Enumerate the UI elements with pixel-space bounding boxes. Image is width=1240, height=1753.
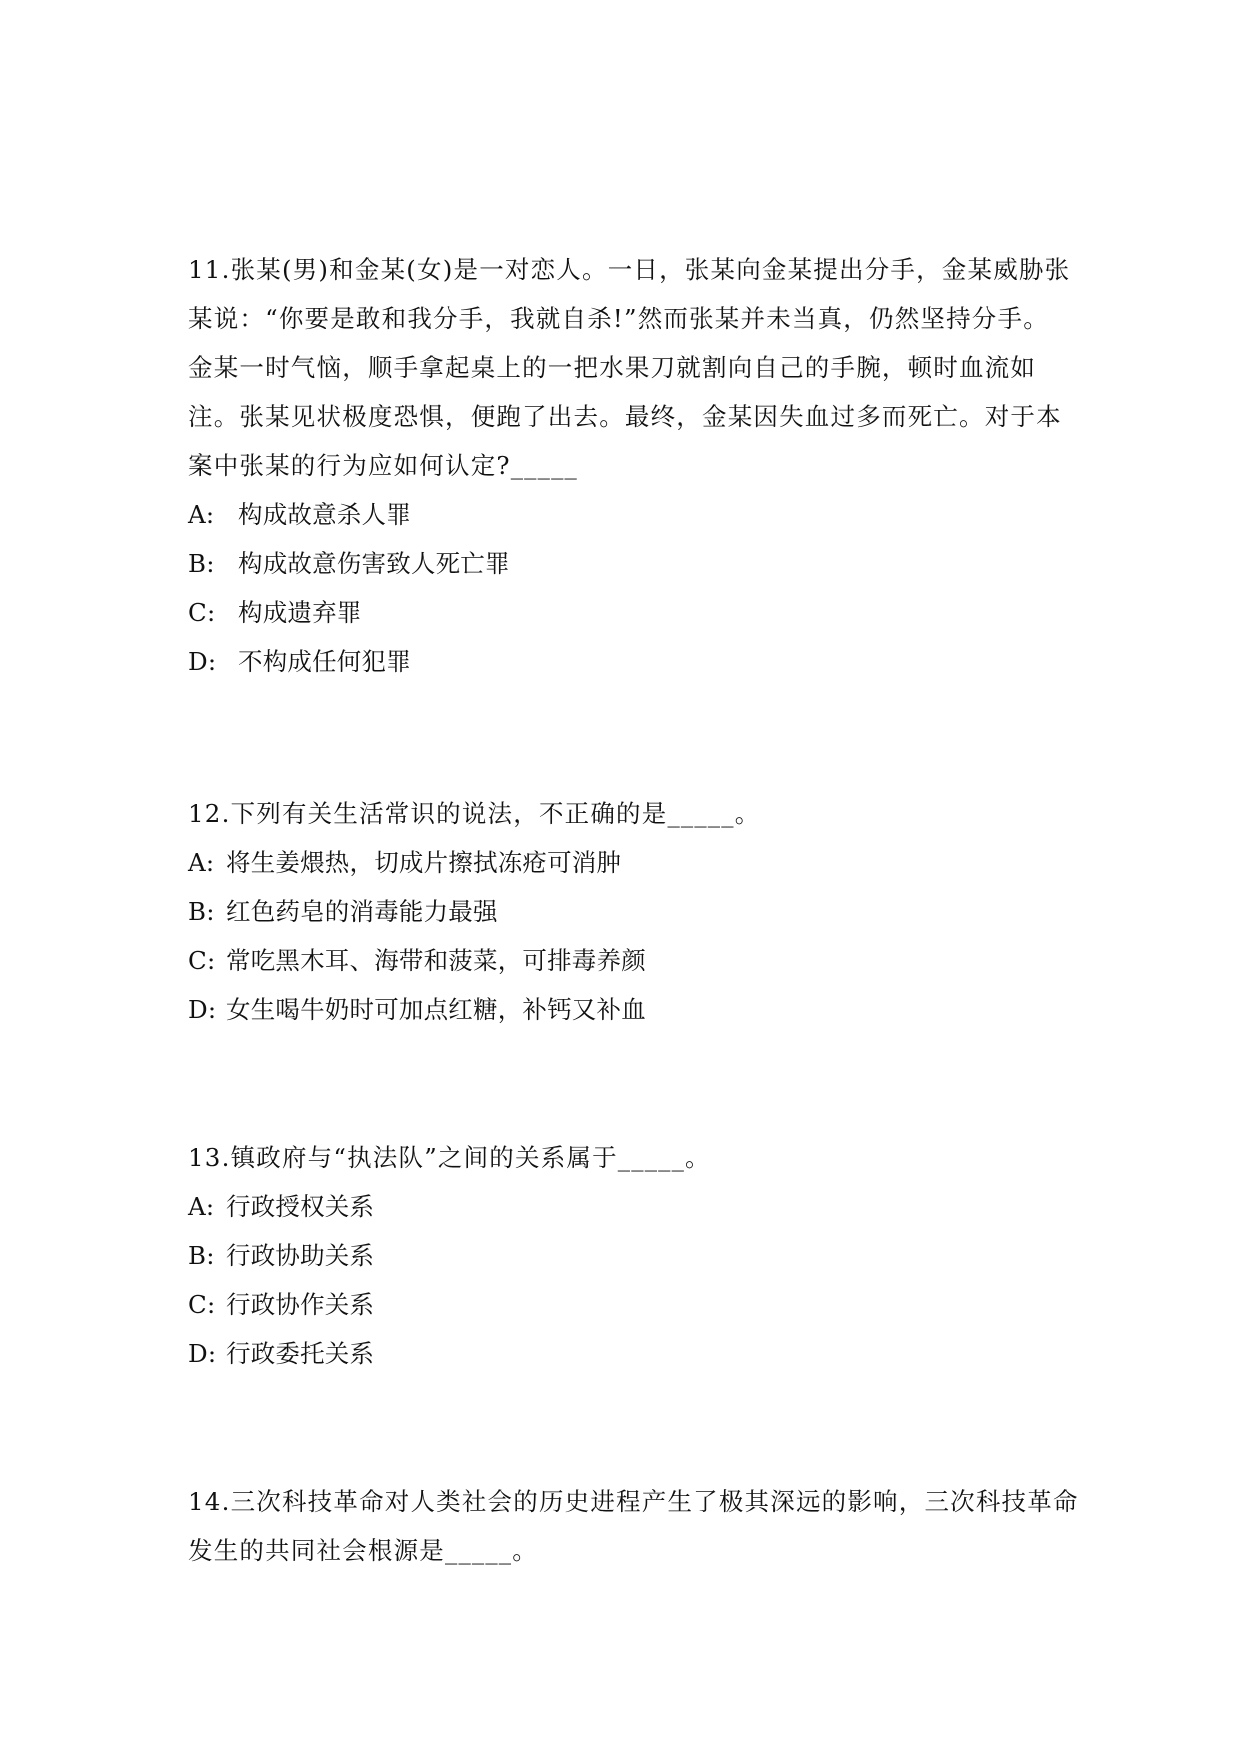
question-12-option-b — [188, 895, 498, 929]
option-text: 红色药皂的消毒能力最强 — [226, 897, 498, 926]
option-letter: D: — [188, 995, 217, 1024]
question-11-option-d — [188, 645, 411, 679]
option-text: 构成故意伤害致人死亡罪 — [238, 549, 510, 578]
option-text: 将生姜煨热，切成片擦拭冻疮可消肿 — [226, 848, 622, 877]
question-13-stem-line-1: 13.镇政府与“执法队”之间的关系属于_____。 — [188, 1143, 711, 1172]
question-14-stem-line-2: 发生的共同社会根源是_____。 — [188, 1536, 538, 1565]
option-text: 不构成任何犯罪 — [238, 647, 411, 676]
option-text: 行政委托关系 — [226, 1339, 375, 1368]
question-13-option-c — [188, 1288, 374, 1322]
question-12-option-a — [188, 846, 621, 880]
question-12-option-c — [188, 944, 646, 978]
question-11-stem-line-1: 11.张某(男)和金某(女)是一对恋人。一日，张某向金某提出分手，金某威胁张 — [188, 255, 1071, 284]
question-11-option-c — [188, 596, 362, 630]
option-letter: D: — [188, 1339, 217, 1368]
option-letter: A: — [188, 1192, 215, 1221]
question-12-option-d — [188, 993, 646, 1027]
option-letter: B: — [188, 1241, 215, 1270]
option-text: 构成故意杀人罪 — [238, 500, 411, 529]
question-13-option-a — [188, 1190, 374, 1224]
option-text: 行政授权关系 — [226, 1192, 375, 1221]
option-text: 行政协助关系 — [226, 1241, 375, 1270]
question-14-stem-line-1: 14.三次科技革命对人类社会的历史进程产生了极其深远的影响，三次科技革命 — [188, 1487, 1079, 1516]
question-12-stem-line-1: 12.下列有关生活常识的说法，不正确的是_____。 — [188, 799, 761, 828]
option-letter: B: — [188, 549, 215, 578]
option-text: 常吃黑木耳、海带和菠菜，可排毒养颜 — [226, 946, 646, 975]
option-text: 构成遗弃罪 — [238, 598, 362, 627]
option-letter: C: — [188, 1290, 216, 1319]
question-11-stem-line-5: 案中张某的行为应如何认定?_____ — [188, 451, 578, 480]
question-11-option-b — [188, 547, 510, 581]
question-13-option-b — [188, 1239, 374, 1273]
option-letter: C: — [188, 598, 216, 627]
option-letter: C: — [188, 946, 216, 975]
question-11-stem-line-2: 某说：“你要是敢和我分手，我就自杀!”然而张某并未当真，仍然坚持分手。 — [188, 304, 1049, 333]
question-13-option-d — [188, 1337, 374, 1371]
option-text: 行政协作关系 — [226, 1290, 375, 1319]
option-letter: D: — [188, 647, 217, 676]
option-letter: A: — [188, 500, 215, 529]
option-letter: B: — [188, 897, 215, 926]
option-text: 女生喝牛奶时可加点红糖，补钙又补血 — [226, 995, 646, 1024]
question-11-option-a — [188, 498, 411, 532]
question-11-stem-line-3: 金某一时气恼，顺手拿起桌上的一把水果刀就割向自己的手腕，顿时血流如 — [188, 353, 1037, 382]
question-11-stem-line-4: 注。张某见状极度恐惧，便跑了出去。最终，金某因失血过多而死亡。对于本 — [188, 402, 1062, 431]
option-letter: A: — [188, 848, 215, 877]
